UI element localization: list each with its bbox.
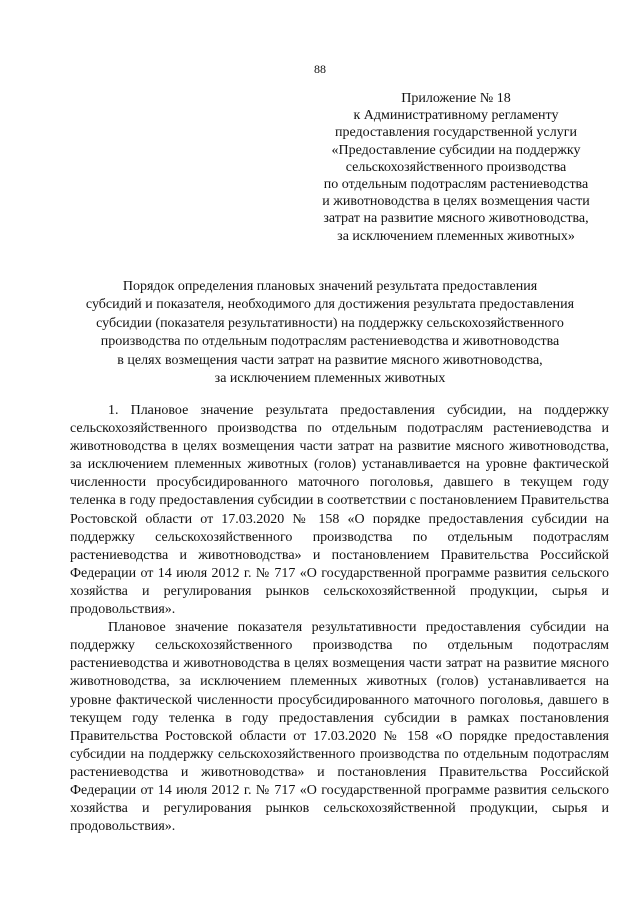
appendix-line: «Предоставление субсидии на поддержку [331,142,581,158]
body-paragraph: Плановое значение показателя результативности предоставления субсидии на поддержку сельскохозяйственного производства по отдельным подотраслям растениеводства и животноводства в целях возмещения части затрат на развитие мясного животноводства, за исключением племенных животных (голов) устанавливается на уровне фактической численности просубсидированного маточного поголовья, давшего в текущем году теленка в году предоставления субсидии в рамках постановления Правительства Ростовской области от 17.03.2020 № 158 «О порядке предоставления субсидии на поддержку сельскохозяйственного производства по отдельным подотраслям растениеводства и животноводства» и постановления Правительства Российской Федерации от 14 июля 2012 г. № 717 «О государственной программе развития сельского хозяйства и регулирования рынков сельскохозяйственной продукции, сырья и продовольствия». [70,620,609,835]
appendix-line: Приложение № 18 [401,91,511,106]
title-line: в целях возмещения части затрат на развитие мясного животноводства, [117,352,543,368]
title-line: субсидии (показателя результативности) на поддержку сельскохозяйственного [96,315,564,331]
appendix-line: по отдельным подотраслям растениеводства [323,177,589,193]
appendix-line: затрат на развитие мясного животноводства, [323,211,589,227]
appendix-line: сельскохозяйственного производства [345,159,567,175]
body-paragraph: 1. Плановое значение результата предоставления субсидии, на поддержку сельскохозяйственного производства по отдельным подотраслям растениеводства и животноводства в целях возмещения части затрат на развитие мясного животноводства, за исключением племенных животных (голов) устанавливается на уровне фактической численности просубсидированного маточного поголовья, давшего в текущем году теленка в году предоставления субсидии в соответствии с постановлением Правительства Ростовской области от 17.03.2020 № 158 «О порядке предоставления субсидии на поддержку сельскохозяйственного производства по отдельным подотраслям растениеводства и животноводства» и постановлением Правительства Российской Федерации от 14 июля 2012 г. № 717 «О государственной программе развития сельского хозяйства и регулирования рынков сельскохозяйственной продукции, сырья и продовольствия». [70,403,609,618]
appendix-line: предоставления государственной услуги [335,125,577,141]
document-body [70,402,609,836]
appendix-header [296,90,616,245]
title-line: субсидий и показателя, необходимого для достижения результата предоставления [85,297,575,313]
page-number: 88 [314,62,326,76]
appendix-line: и животноводства в целях возмещения части [322,194,590,210]
title-line: Порядок определения плановых значений результата предоставления [122,279,538,294]
appendix-line: к Административному регламенту [353,108,559,124]
document-title [30,278,630,388]
title-line: за исключением племенных животных [214,371,446,387]
title-line: производства по отдельным подотраслям растениеводства и животноводства [100,334,560,350]
appendix-line: за исключением племенных животных» [337,228,575,244]
